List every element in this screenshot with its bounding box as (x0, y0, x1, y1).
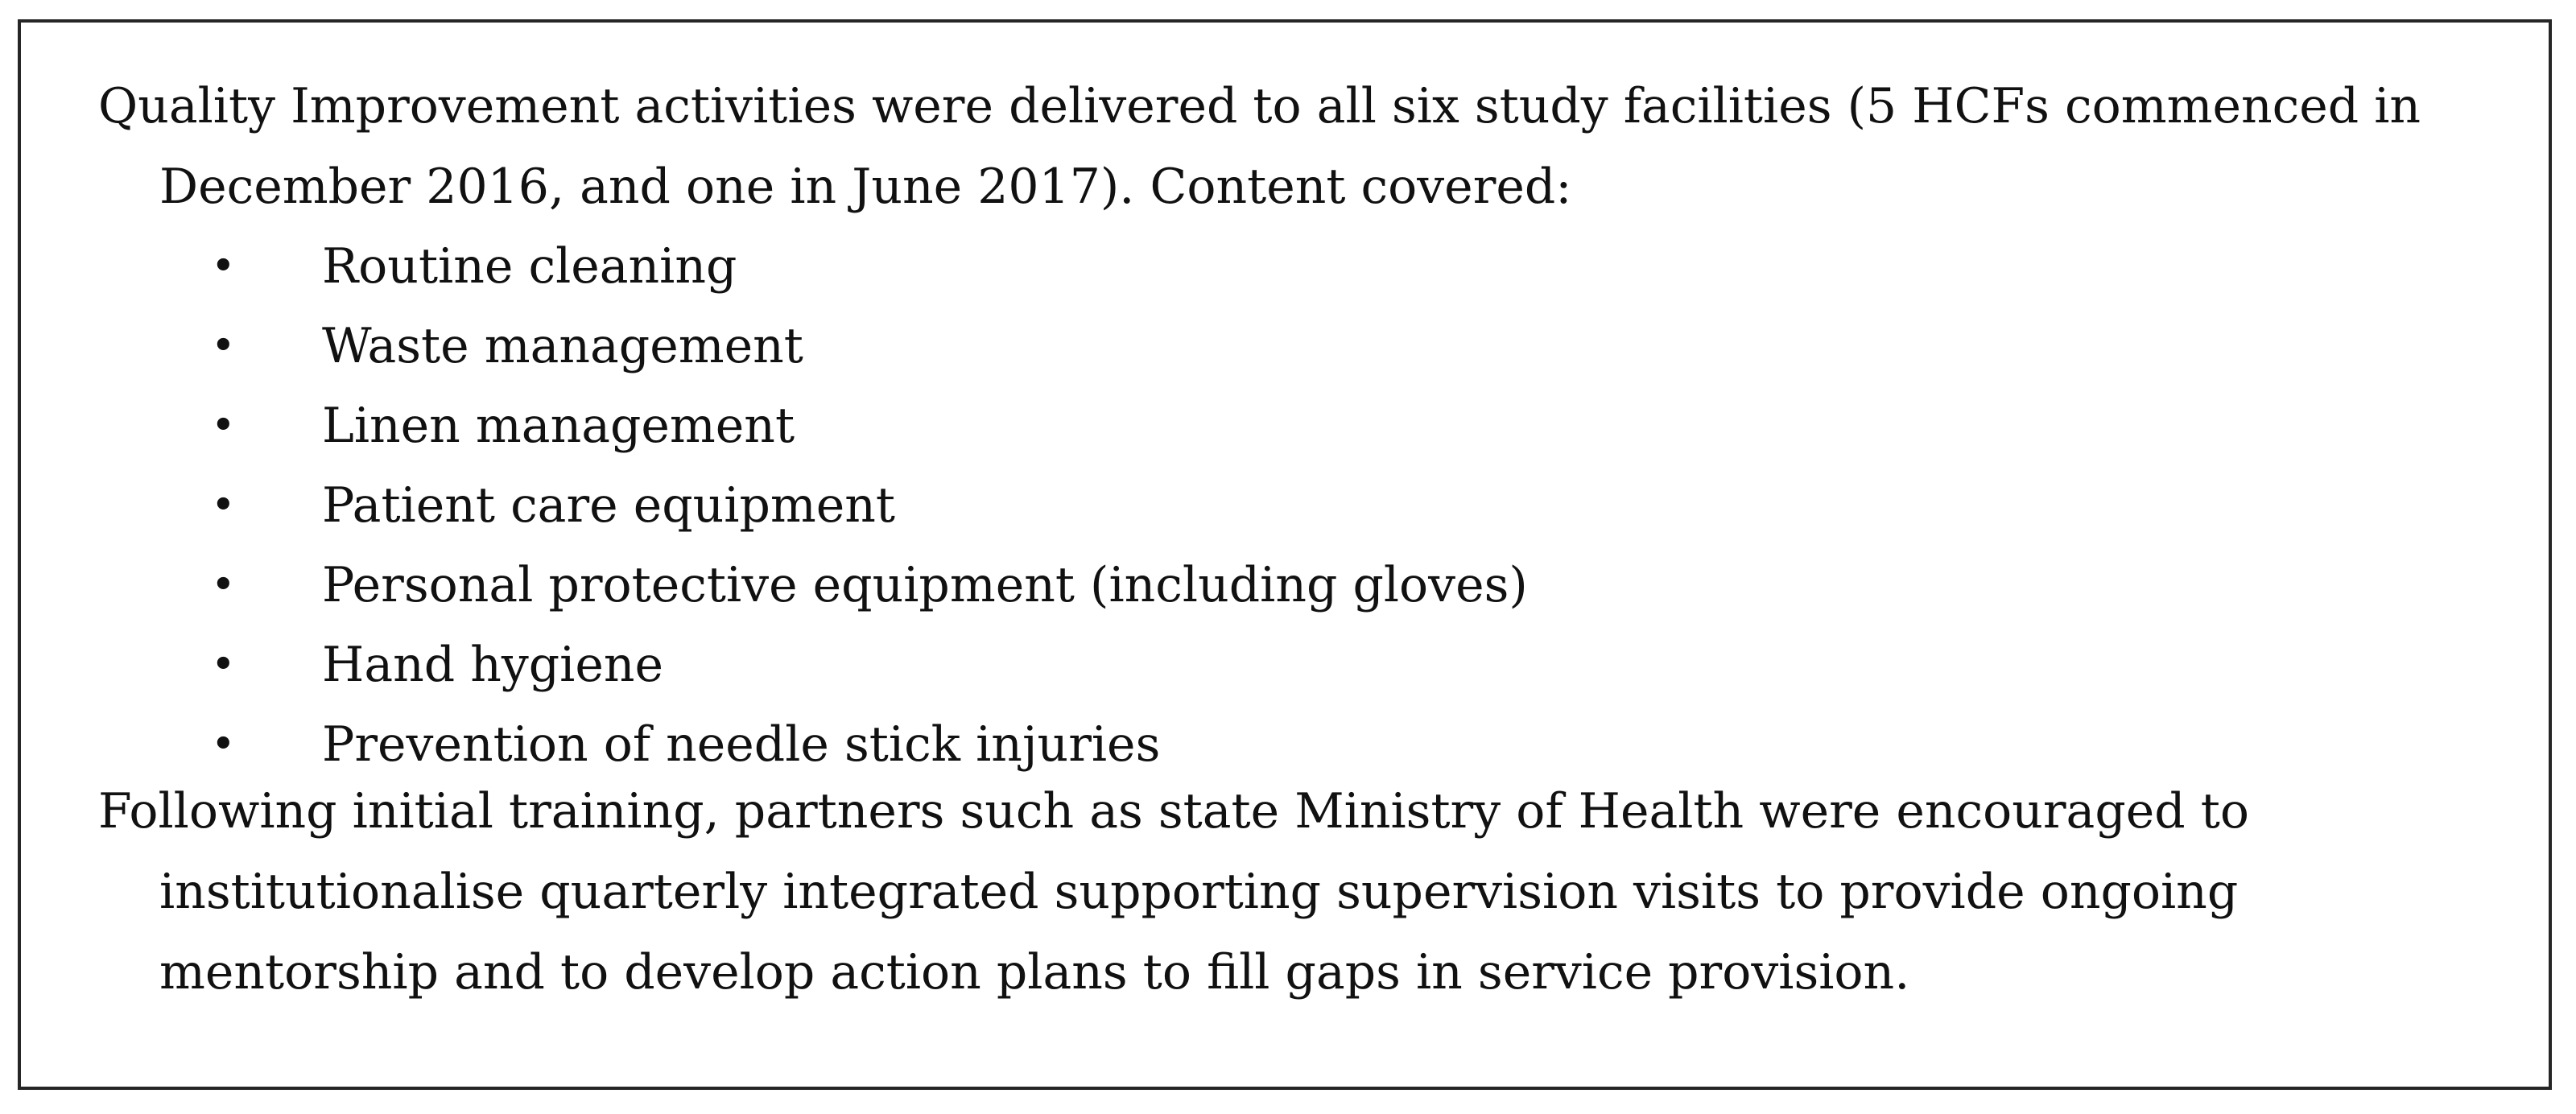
list-item-text: Routine cleaning (322, 238, 737, 295)
bullet-icon: • (211, 641, 236, 689)
list-item-text: Hand hygiene (322, 637, 664, 693)
list-item-text: Personal protective equipment (including gloves) (322, 557, 1528, 613)
text-box (18, 19, 2552, 1090)
bullet-icon: • (211, 402, 236, 450)
bullet-icon: • (211, 242, 236, 291)
list-item-text: Patient care equipment (322, 477, 896, 534)
intro-paragraph: Quality Improvement activities were delivered to all six study facilities (5 HCFs commenced in December 2016, and one in June 2017). Content covered: (98, 78, 2421, 215)
bullet-icon: • (211, 322, 236, 370)
bullet-icon: • (211, 561, 236, 609)
list-item-text: Linen management (322, 398, 795, 454)
bullet-icon: • (211, 720, 236, 769)
list-item-text: Prevention of needle stick injuries (322, 716, 1161, 773)
list-item-text: Waste management (322, 318, 803, 374)
bullet-icon: • (211, 481, 236, 530)
followup-paragraph: Following initial training, partners such as state Ministry of Health were encouraged to institutionalise quarterly integrated supporting supervision visits to provide ongoing mentorship and to develop action plans to fill gaps in service provision. (98, 783, 2249, 1001)
